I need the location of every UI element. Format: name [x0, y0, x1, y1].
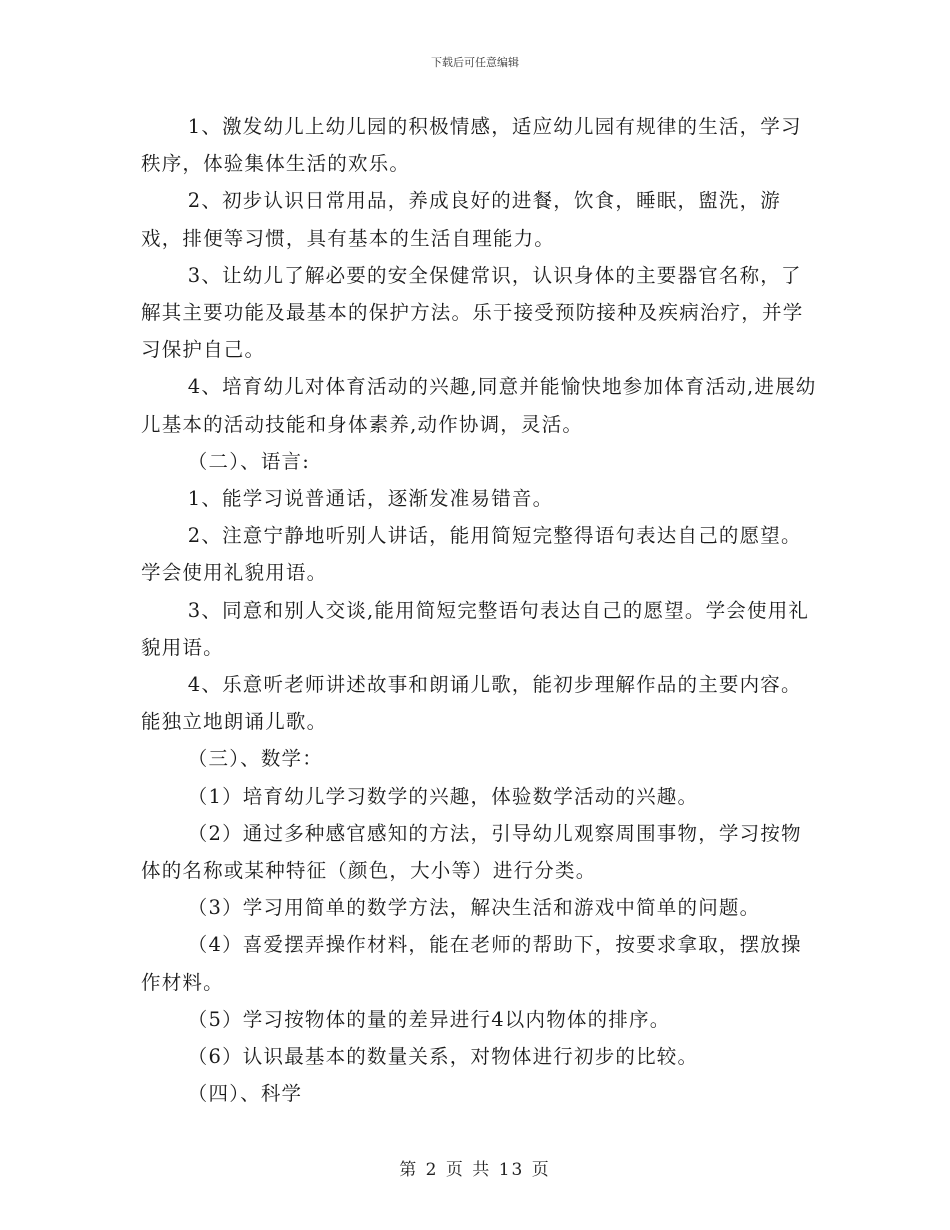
paragraph-14: （6）认识最基本的数量关系，对物体进行初步的比较。 — [187, 1045, 699, 1069]
paragraph-7: 3、同意和别人交谈,能用简短完整语句表达自己的愿望。学会使用礼貌用语。 — [141, 598, 810, 659]
paragraph-1: 1、激发幼儿上幼儿园的积极情感，适应幼儿园有规律的生活，学习秩序，体验集体生活的欢乐。 — [141, 115, 802, 176]
paragraph-9: （1）培育幼儿学习数学的兴趣，体验数学活动的兴趣。 — [187, 784, 699, 808]
paragraph-3: 3、让幼儿了解必要的安全保健常识，认识身体的主要器官名称，了解其主要功能及最基本的保护方法。乐于接受预防接种及疾病治疗，并学习保护自己。 — [141, 263, 804, 362]
paragraph-10: （2）通过多种感官感知的方法，引导幼儿观察周围事物，学习按物体的名称或某种特征（颜色，大小等）进行分类。 — [141, 821, 802, 883]
paragraph-13: （5）学习按物体的量的差异进行4以内物体的排序。 — [187, 1007, 671, 1031]
paragraph-2: 2、初步认识日常用品，养成良好的进餐，饮食，睡眠，盥洗，游戏，排便等习惯，具有基本的生活自理能力。 — [141, 189, 782, 250]
paragraph-5: 1、能学习说普通话，逐渐发准易错音。 — [187, 487, 554, 511]
paragraph-12: （4）喜爱摆弄操作材料，能在老师的帮助下，按要求拿取，摆放操作材料。 — [141, 933, 802, 994]
paragraph-6: 2、注意宁静地听别人讲话，能用简短完整得语句表达自己的愿望。学会使用礼貌用语。 — [141, 524, 802, 585]
section-heading-science: （四）、科学 — [187, 1082, 303, 1106]
paragraph-4: 4、培育幼儿对体育活动的兴趣,同意并能愉快地参加体育活动,进展幼儿基本的活动技能和身体素养,动作协调，灵活。 — [141, 375, 817, 436]
document-body — [141, 108, 821, 1112]
section-heading-math: （三）、数学： — [187, 747, 323, 771]
page-header: 下载后可任意编辑 — [431, 56, 519, 69]
paragraph-8: 4、乐意听老师讲述故事和朗诵儿歌，能初步理解作品的主要内容。能独立地朗诵儿歌。 — [141, 673, 802, 734]
paragraph-11: （3）学习用简单的数学方法，解决生活和游戏中简单的问题。 — [187, 896, 761, 920]
section-heading-language: （二）、语言: — [187, 449, 311, 473]
page-footer: 第 2 页 共 13 页 — [399, 1160, 551, 1180]
